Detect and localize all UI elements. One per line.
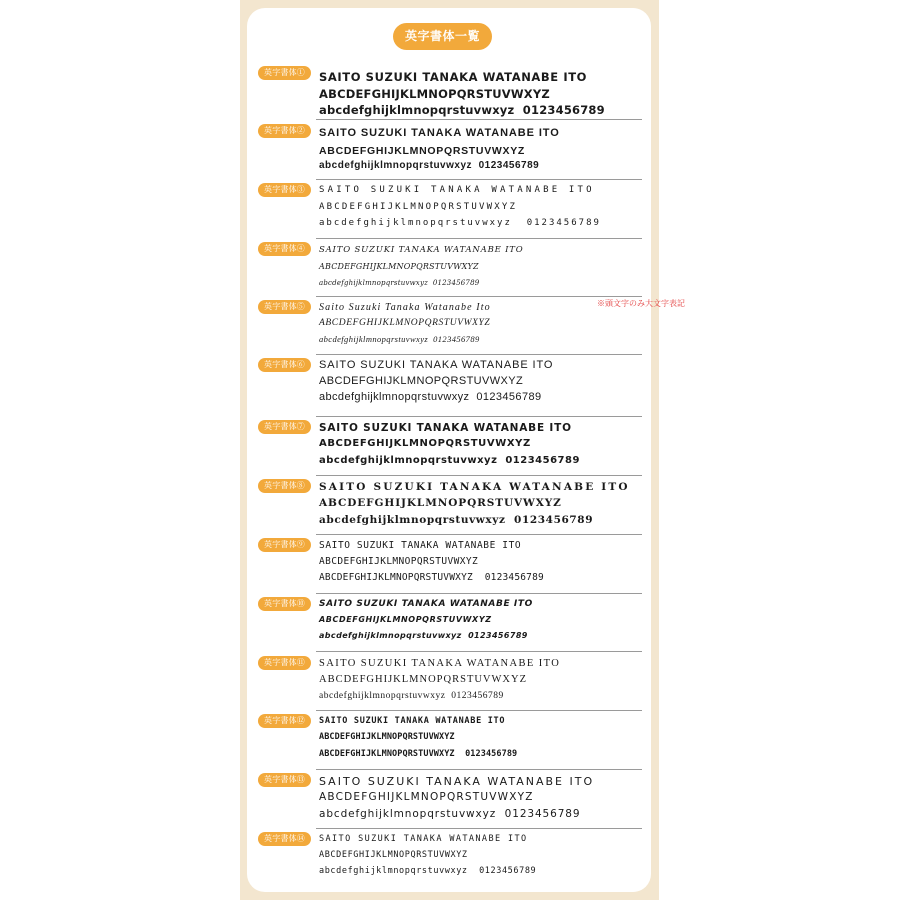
sample-upper-line: ABCDEFGHIJKLMNOPQRSTUVWXYZ bbox=[319, 556, 479, 567]
row-divider bbox=[316, 710, 642, 711]
page-title: 英字書体一覧 bbox=[393, 23, 492, 50]
font-sample-row bbox=[256, 242, 642, 297]
sample-lower-line: ABCDEFGHIJKLMNOPQRSTUVWXYZ 0123456789 bbox=[319, 749, 518, 759]
font-sample-row bbox=[256, 656, 642, 711]
row-divider bbox=[316, 593, 642, 594]
sample-names-line: SAITO SUZUKI TANAKA WATANABE ITO bbox=[319, 70, 588, 84]
sample-names-line: Saito Suzuki Tanaka Watanabe Ito bbox=[319, 302, 491, 313]
font-label-badge: 英字書体⑫ bbox=[258, 714, 311, 728]
sample-names-line: SAITO SUZUKI TANAKA WATANABE ITO bbox=[319, 775, 595, 788]
row-divider bbox=[316, 651, 642, 652]
sample-upper-line: ABCDEFGHIJKLMNOPQRSTUVWXYZ bbox=[319, 791, 534, 803]
font-label-badge: 英字書体⑧ bbox=[258, 479, 311, 493]
row-divider bbox=[316, 119, 642, 120]
sample-lower-line: abcdefghijklmnopqrstuvwxyz 0123456789 bbox=[319, 455, 580, 466]
sample-names-line: SAITO SUZUKI TANAKA WATANABE ITO bbox=[319, 245, 524, 255]
sample-upper-line: ABCDEFGHIJKLMNOPQRSTUVWXYZ bbox=[319, 145, 526, 157]
sample-upper-line: ABCDEFGHIJKLMNOPQRSTUVWXYZ bbox=[319, 674, 528, 685]
font-sample-row bbox=[256, 832, 642, 888]
sample-lower-line: abcdefghijklmnopqrstuvwxyz 0123456789 bbox=[319, 866, 537, 876]
sample-names-line: SAITO SUZUKI TANAKA WATANABE ITO bbox=[319, 359, 554, 371]
sample-lower-line: abcdefghijklmnopqrstuvwxyz 0123456789 bbox=[319, 691, 504, 701]
font-label-badge: 英字書体⑪ bbox=[258, 656, 311, 670]
sample-lower-line: abcdefghijklmnopqrstuvwxyz 0123456789 bbox=[319, 103, 605, 117]
sample-lower-line: abcdefghijklmnopqrstuvwxyz 0123456789 bbox=[319, 514, 594, 526]
row-divider bbox=[316, 828, 642, 829]
sample-upper-line: ABCDEFGHIJKLMNOPQRSTUVWXYZ bbox=[319, 438, 531, 449]
sample-names-line: SAITO SUZUKI TANAKA WATANABE ITO bbox=[319, 185, 595, 195]
row-divider bbox=[316, 296, 642, 297]
sample-names-line: SAITO SUZUKI TANAKA WATANABE ITO bbox=[319, 127, 560, 139]
font-label-badge: 英字書体⑬ bbox=[258, 773, 311, 787]
font-sample-row bbox=[256, 479, 642, 535]
uppercase-note: ※頭文字のみ大文字表記 bbox=[597, 299, 685, 308]
font-label-badge: 英字書体⑥ bbox=[258, 358, 311, 372]
sample-lower-line: abcdefghijklmnopqrstuvwxyz 0123456789 bbox=[319, 218, 601, 228]
row-divider bbox=[316, 179, 642, 180]
row-divider bbox=[316, 238, 642, 239]
row-divider bbox=[316, 475, 642, 476]
sample-lower-line: abcdefghijklmnopqrstuvwxyz 0123456789 bbox=[319, 160, 540, 171]
font-label-badge: 英字書体① bbox=[258, 66, 311, 80]
sample-lower-line: ABCDEFGHIJKLMNOPQRSTUVWXYZ 0123456789 bbox=[319, 572, 544, 583]
font-sample-row bbox=[256, 420, 642, 476]
sample-names-line: SAITO SUZUKI TANAKA WATANABE ITO bbox=[319, 599, 533, 609]
font-label-badge: 英字書体⑭ bbox=[258, 832, 311, 846]
sample-lower-line: abcdefghijklmnopqrstuvwxyz 0123456789 bbox=[319, 808, 581, 820]
sample-names-line: SAITO SUZUKI TANAKA WATANABE ITO bbox=[319, 716, 506, 726]
font-sample-row bbox=[256, 714, 642, 770]
font-label-badge: 英字書体⑩ bbox=[258, 597, 311, 611]
font-label-badge: 英字書体③ bbox=[258, 183, 311, 197]
sample-upper-line: ABCDEFGHIJKLMNOPQRSTUVWXYZ bbox=[319, 87, 550, 101]
sample-names-line: SAITO SUZUKI TANAKA WATANABE ITO bbox=[319, 422, 572, 434]
font-label-badge: 英字書体④ bbox=[258, 242, 311, 256]
sample-upper-line: ABCDEFGHIJKLMNOPQRSTUVWXYZ bbox=[319, 732, 455, 742]
sample-upper-line: ABCDEFGHIJKLMNOPQRSTUVWXYZ bbox=[319, 262, 479, 271]
row-divider bbox=[316, 534, 642, 535]
row-divider bbox=[316, 769, 642, 770]
sample-lower-line: abcdefghijklmnopqrstuvwxyz 0123456789 bbox=[319, 391, 542, 403]
row-divider bbox=[316, 354, 642, 355]
sample-upper-line: ABCDEFGHIJKLMNOPQRSTUVWXYZ bbox=[319, 615, 492, 624]
font-label-badge: 英字書体② bbox=[258, 124, 311, 138]
font-sample-row bbox=[256, 597, 642, 652]
font-sample-row bbox=[256, 299, 685, 355]
font-sample-row bbox=[256, 773, 642, 829]
sample-lower-line: abcdefghijklmnopqrstuvwxyz 0123456789 bbox=[319, 631, 528, 640]
sample-names-line: SAITO SUZUKI TANAKA WATANABE ITO bbox=[319, 540, 522, 551]
font-sample-row bbox=[256, 124, 642, 180]
font-sample-row bbox=[256, 183, 642, 239]
sample-upper-line: ABCDEFGHIJKLMNOPQRSTUVWXYZ bbox=[319, 318, 491, 328]
font-sample-row bbox=[256, 358, 642, 417]
sample-upper-line: ABCDEFGHIJKLMNOPQRSTUVWXYZ bbox=[319, 202, 518, 212]
sample-names-line: SAITO SUZUKI TANAKA WATANABE ITO bbox=[319, 481, 630, 493]
font-label-badge: 英字書体⑤ bbox=[258, 300, 311, 314]
sample-lower-line: abcdefghijklmnopqrstuvwxyz 0123456789 bbox=[319, 279, 480, 287]
font-label-badge: 英字書体⑦ bbox=[258, 420, 311, 434]
font-sample-row bbox=[256, 538, 642, 594]
font-sample-row bbox=[256, 66, 642, 120]
font-label-badge: 英字書体⑨ bbox=[258, 538, 311, 552]
row-divider bbox=[316, 416, 642, 417]
sample-lower-line: abcdefghijklmnopqrstuvwxyz 0123456789 bbox=[319, 334, 480, 344]
sample-names-line: SAITO SUZUKI TANAKA WATANABE ITO bbox=[319, 834, 528, 844]
sample-names-line: SAITO SUZUKI TANAKA WATANABE ITO bbox=[319, 658, 561, 669]
sample-upper-line: ABCDEFGHIJKLMNOPQRSTUVWXYZ bbox=[319, 850, 468, 860]
sample-upper-line: ABCDEFGHIJKLMNOPQRSTUVWXYZ bbox=[319, 375, 524, 387]
sample-upper-line: ABCDEFGHIJKLMNOPQRSTUVWXYZ bbox=[319, 497, 562, 509]
